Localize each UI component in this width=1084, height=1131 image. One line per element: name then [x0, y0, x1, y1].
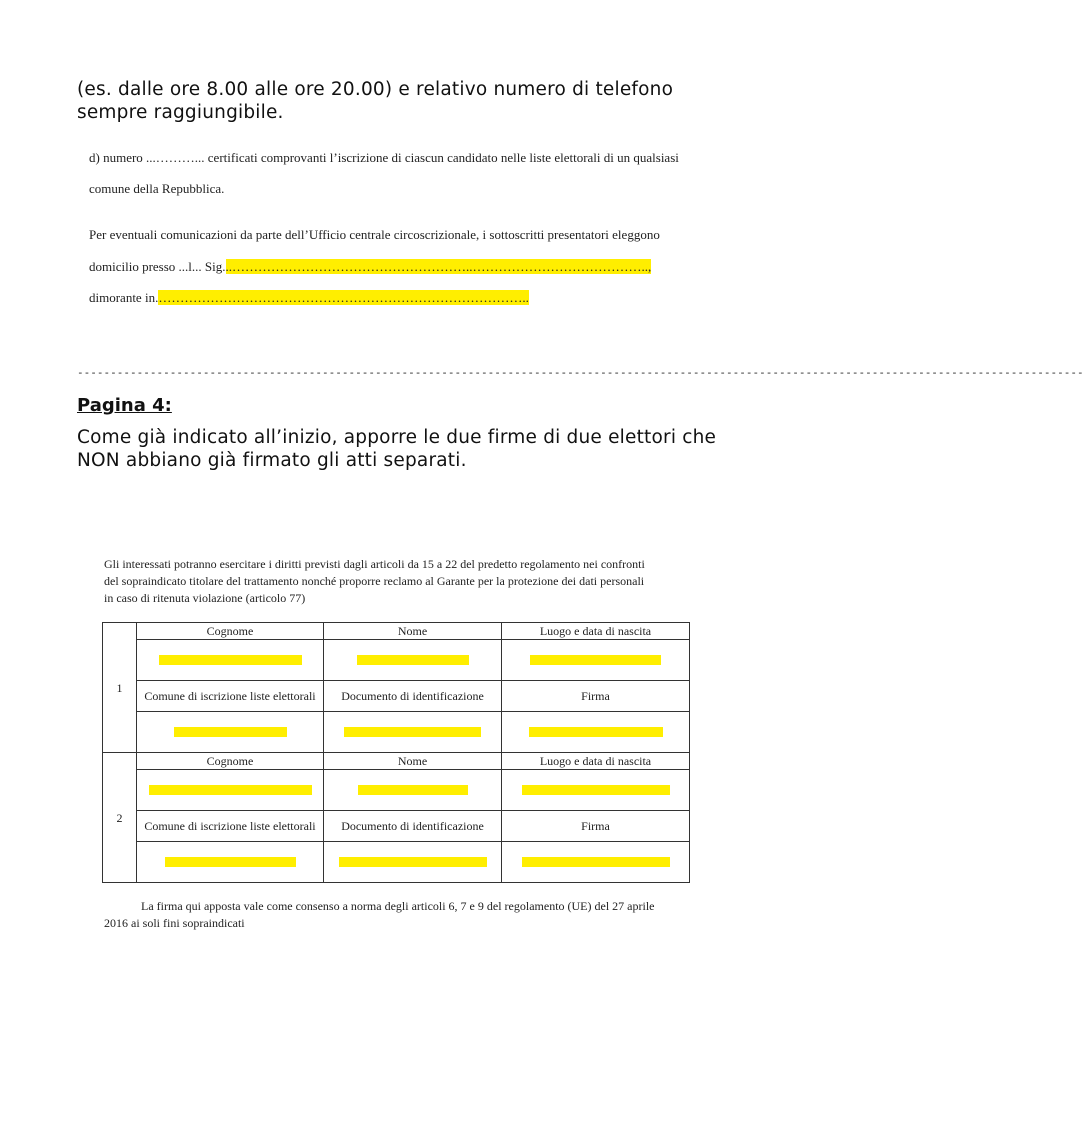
gdpr-line-3: in caso di ritenuta violazione (articolo 77): [104, 591, 306, 605]
table-row: [103, 712, 690, 753]
comune-iscrizione-field[interactable]: [137, 842, 324, 883]
highlight-bar: [522, 857, 670, 867]
page-4-heading: Pagina 4:: [77, 395, 172, 416]
dimorante-field[interactable]: …………………………………………………………………………..: [158, 290, 529, 305]
highlight-bar: [174, 727, 287, 737]
luogo-data-nascita-field[interactable]: [502, 770, 690, 811]
intro-text: [77, 78, 757, 124]
consent-line-2: 2016 ai soli fini sopraindicati: [104, 916, 245, 930]
header-firma: Firma: [502, 681, 690, 712]
header-luogo-data-nascita: Luogo e data di nascita: [502, 753, 690, 770]
header-nome: Nome: [324, 753, 502, 770]
highlight-bar: [339, 857, 487, 867]
domicilio-row: [89, 259, 651, 275]
table-row: [103, 842, 690, 883]
highlight-bar: [165, 857, 296, 867]
table-row: [103, 770, 690, 811]
consent-note: [104, 898, 704, 932]
table-row: [103, 811, 690, 842]
firma-field[interactable]: [502, 712, 690, 753]
page-separator: --------------------------------------------------------------------------------------------------------------------------------------------------------: [77, 366, 1084, 379]
gdpr-line-2: del sopraindicato titolare del trattamento nonché proporre reclamo al Garante per la protezione dei dati personali: [104, 574, 645, 588]
domicilio-field[interactable]: ..………………………………………………..…………………………………..,: [225, 259, 652, 274]
documento-field[interactable]: [324, 712, 502, 753]
header-cognome: Cognome: [137, 753, 324, 770]
header-comune-iscrizione: Comune di iscrizione liste elettorali: [137, 681, 324, 712]
header-cognome: Cognome: [137, 623, 324, 640]
dimorante-label: dimorante in.: [89, 290, 159, 305]
header-nome: Nome: [324, 623, 502, 640]
signer-number: 1: [103, 623, 137, 753]
dimorante-row: [89, 290, 529, 306]
header-documento: Documento di identificazione: [324, 811, 502, 842]
signer-number: 2: [103, 753, 137, 883]
intro-line-1: (es. dalle ore 8.00 alle ore 20.00) e relativo numero di telefono: [77, 79, 674, 100]
highlight-bar: [357, 655, 469, 665]
instruction-line-2: NON abbiano già firmato gli atti separati.: [77, 450, 467, 471]
section-d-line-1: d) numero ...………... certificati comprovanti l’iscrizione di ciascun candidato nelle liste elettorali di un qualsiasi: [89, 150, 679, 165]
highlight-bar: [344, 727, 481, 737]
cognome-field[interactable]: [137, 770, 324, 811]
header-firma: Firma: [502, 811, 690, 842]
highlight-bar: [358, 785, 468, 795]
consent-line-1: La firma qui apposta vale come consenso a norma degli articoli 6, 7 e 9 del regolamento (UE) del 27 aprile: [141, 899, 655, 913]
domicilio-label: domicilio presso ...l... Sig.: [89, 259, 226, 274]
table-row: [103, 640, 690, 681]
cognome-field[interactable]: [137, 640, 324, 681]
header-luogo-data-nascita: Luogo e data di nascita: [502, 623, 690, 640]
comunicazioni-line: Per eventuali comunicazioni da parte dell’Ufficio centrale circoscrizionale, i sottoscritti presentatori eleggono: [89, 227, 660, 242]
section-d-line-2: comune della Repubblica.: [89, 181, 225, 196]
table-row: [103, 681, 690, 712]
luogo-data-nascita-field[interactable]: [502, 640, 690, 681]
highlight-bar: [149, 785, 312, 795]
highlight-bar: [159, 655, 302, 665]
highlight-bar: [529, 727, 663, 737]
header-comune-iscrizione: Comune di iscrizione liste elettorali: [137, 811, 324, 842]
header-documento: Documento di identificazione: [324, 681, 502, 712]
signatories-table: [102, 622, 690, 883]
page-4-instruction: [77, 426, 767, 472]
table-row: [103, 623, 690, 640]
comune-iscrizione-field[interactable]: [137, 712, 324, 753]
firma-field[interactable]: [502, 842, 690, 883]
highlight-bar: [530, 655, 661, 665]
instruction-line-1: Come già indicato all’inizio, apporre le due firme di due elettori che: [77, 427, 717, 448]
gdpr-line-1: Gli interessati potranno esercitare i diritti previsti dagli articoli da 15 a 22 del predetto regolamento nei confronti: [104, 557, 645, 571]
nome-field[interactable]: [324, 770, 502, 811]
nome-field[interactable]: [324, 640, 502, 681]
table-row: [103, 753, 690, 770]
gdpr-notice: [104, 556, 704, 607]
documento-field[interactable]: [324, 842, 502, 883]
intro-line-2: sempre raggiungibile.: [77, 102, 284, 123]
highlight-bar: [522, 785, 670, 795]
